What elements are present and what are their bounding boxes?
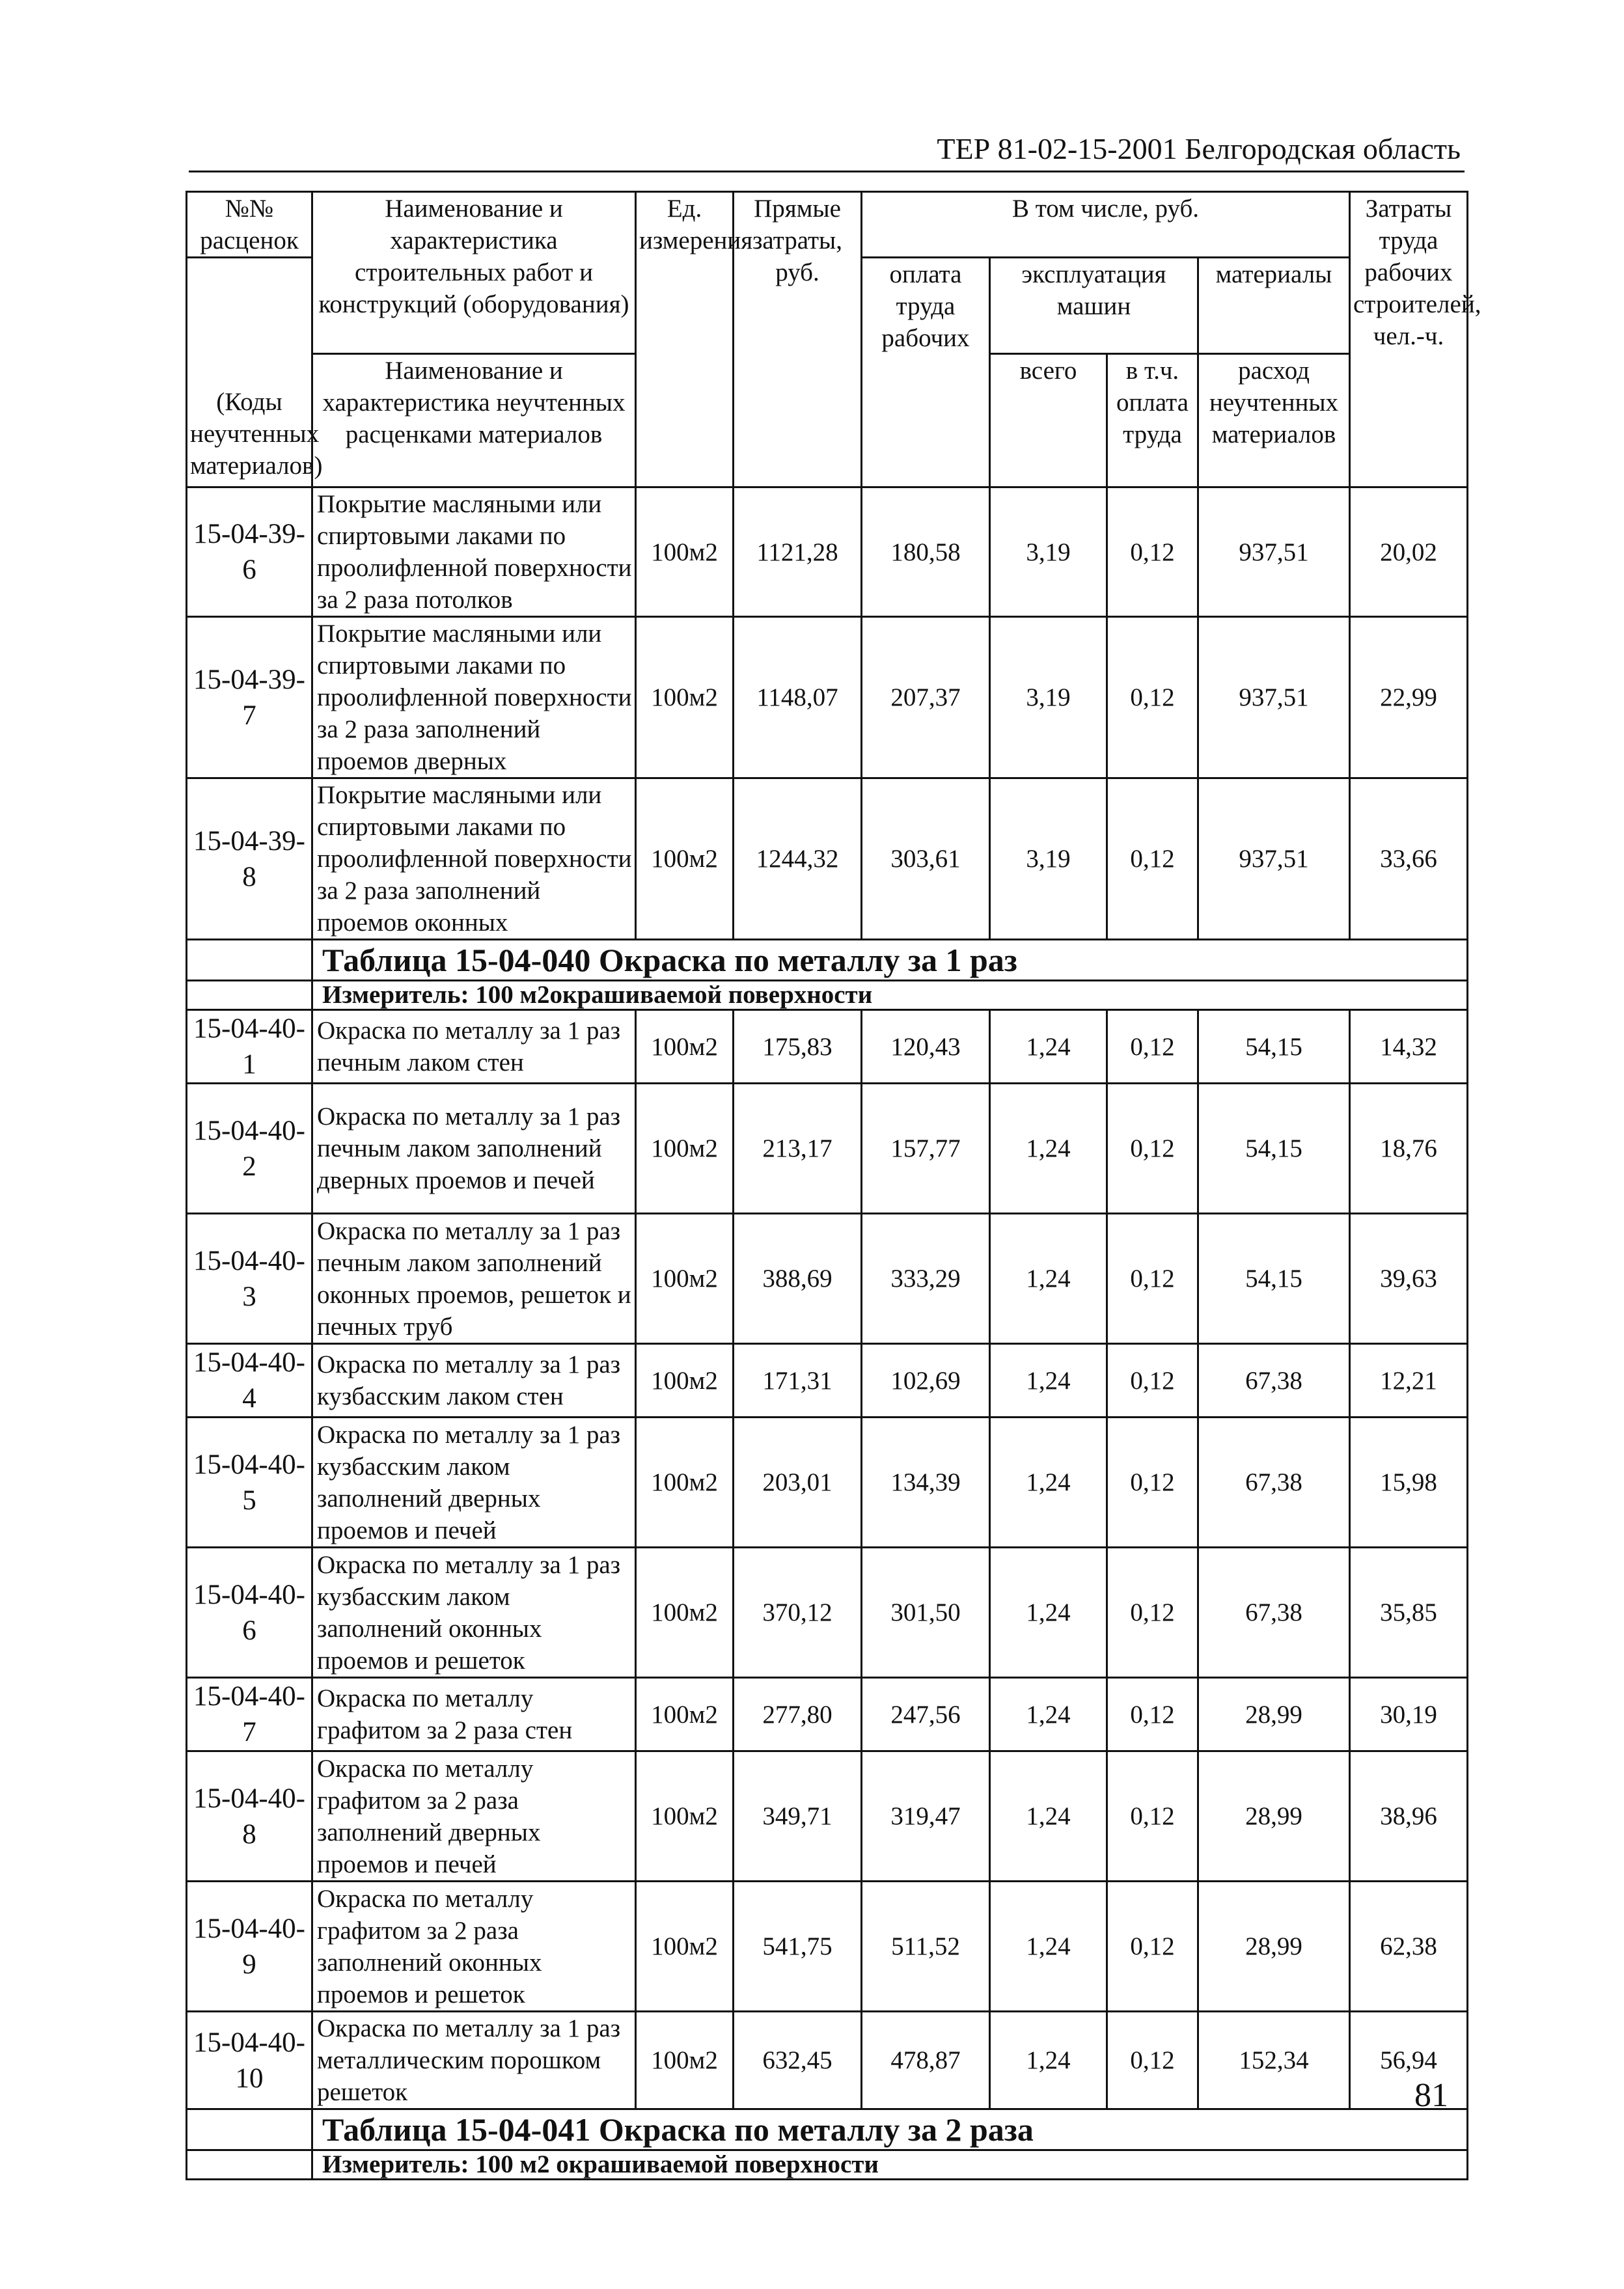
labor-cost: 22,99 xyxy=(1350,617,1468,778)
machines-total: 1,24 xyxy=(990,1882,1107,2012)
wages-cost: 319,47 xyxy=(862,1751,990,1882)
labor-cost: 62,38 xyxy=(1350,1882,1468,2012)
col-code-blank xyxy=(187,258,312,386)
materials-cost: 28,99 xyxy=(1198,1678,1350,1751)
rate-name: Окраска по металлу за 1 раз кузбасским лаком заполнений оконных проемов и решеток xyxy=(312,1548,636,1678)
table-row xyxy=(187,1882,1468,2012)
rate-code: 15-04-40-3 xyxy=(187,1214,312,1344)
direct-cost: 388,69 xyxy=(734,1214,862,1344)
machines-wages: 0,12 xyxy=(1107,1418,1198,1548)
col-mach-total-header: всего xyxy=(990,354,1107,487)
rate-code: 15-04-40-4 xyxy=(187,1344,312,1418)
materials-cost: 28,99 xyxy=(1198,1751,1350,1882)
machines-total: 1,24 xyxy=(990,1751,1107,1882)
wages-cost: 134,39 xyxy=(862,1418,990,1548)
rate-name: Окраска по металлу графитом за 2 раза заполнений дверных проемов и печей xyxy=(312,1751,636,1882)
machines-wages: 0,12 xyxy=(1107,617,1198,778)
header-row-1 xyxy=(187,192,1468,258)
table-row xyxy=(187,2012,1468,2109)
labor-cost: 15,98 xyxy=(1350,1418,1468,1548)
col-materials-sub-header: расход неучтенных материалов xyxy=(1198,354,1350,487)
labor-cost: 18,76 xyxy=(1350,1084,1468,1214)
machines-total: 1,24 xyxy=(990,1214,1107,1344)
materials-cost: 54,15 xyxy=(1198,1084,1350,1214)
machines-total: 1,24 xyxy=(990,1344,1107,1418)
unit-cell: 100м2 xyxy=(636,1751,734,1882)
rate-code: 15-04-40-5 xyxy=(187,1418,312,1548)
table-row xyxy=(187,487,1468,617)
machines-wages: 0,12 xyxy=(1107,1678,1198,1751)
wages-cost: 157,77 xyxy=(862,1084,990,1214)
machines-total: 1,24 xyxy=(990,1084,1107,1214)
machines-wages: 0,12 xyxy=(1107,487,1198,617)
measure-code-blank xyxy=(187,981,312,1010)
table-row xyxy=(187,1010,1468,1084)
labor-cost: 33,66 xyxy=(1350,778,1468,940)
rate-code: 15-04-39-8 xyxy=(187,778,312,940)
machines-wages: 0,12 xyxy=(1107,1214,1198,1344)
machines-wages: 0,12 xyxy=(1107,1548,1198,1678)
rates-table xyxy=(186,191,1481,2180)
unit-cell: 100м2 xyxy=(636,1548,734,1678)
section-code-blank xyxy=(187,940,312,981)
table-row xyxy=(187,778,1468,940)
unit-cell: 100м2 xyxy=(636,487,734,617)
rate-code: 15-04-40-9 xyxy=(187,1882,312,2012)
rate-name: Окраска по металлу за 1 раз металлическим порошком решеток xyxy=(312,2012,636,2109)
materials-cost: 937,51 xyxy=(1198,487,1350,617)
rate-code: 15-04-40-10 xyxy=(187,2012,312,2109)
materials-cost: 28,99 xyxy=(1198,1882,1350,2012)
rate-code: 15-04-40-1 xyxy=(187,1010,312,1084)
rate-name: Покрытие масляными или спиртовыми лаками по проолифленной поверхности за 2 раза заполнений проемов дверных xyxy=(312,617,636,778)
unit-cell: 100м2 xyxy=(636,1882,734,2012)
direct-cost: 541,75 xyxy=(734,1882,862,2012)
machines-total: 1,24 xyxy=(990,1010,1107,1084)
materials-cost: 937,51 xyxy=(1198,617,1350,778)
machines-wages: 0,12 xyxy=(1107,1084,1198,1214)
direct-cost: 349,71 xyxy=(734,1751,862,1882)
col-mach-wages-header: в т.ч. оплата труда xyxy=(1107,354,1198,487)
measure-row xyxy=(187,2150,1468,2180)
rate-code: 15-04-39-7 xyxy=(187,617,312,778)
unit-cell: 100м2 xyxy=(636,778,734,940)
labor-cost: 35,85 xyxy=(1350,1548,1468,1678)
wages-cost: 301,50 xyxy=(862,1548,990,1678)
table-row xyxy=(187,1678,1468,1751)
table-row xyxy=(187,1548,1468,1678)
labor-cost: 12,21 xyxy=(1350,1344,1468,1418)
unit-cell: 100м2 xyxy=(636,1010,734,1084)
machines-total: 1,24 xyxy=(990,1418,1107,1548)
machines-total: 1,24 xyxy=(990,2012,1107,2109)
materials-cost: 67,38 xyxy=(1198,1344,1350,1418)
table-row xyxy=(187,1344,1468,1418)
unit-cell: 100м2 xyxy=(636,1344,734,1418)
machines-wages: 0,12 xyxy=(1107,2012,1198,2109)
col-machines-header: эксплуатация машин xyxy=(990,258,1198,354)
col-unit-header: Ед. измерения xyxy=(636,192,734,487)
wages-cost: 120,43 xyxy=(862,1010,990,1084)
direct-cost: 632,45 xyxy=(734,2012,862,2109)
rate-name: Окраска по металлу графитом за 2 раза заполнений оконных проемов и решеток xyxy=(312,1882,636,2012)
machines-wages: 0,12 xyxy=(1107,778,1198,940)
direct-cost: 370,12 xyxy=(734,1548,862,1678)
wages-cost: 303,61 xyxy=(862,778,990,940)
rate-name: Окраска по металлу за 1 раз кузбасским лаком стен xyxy=(312,1344,636,1418)
wages-cost: 102,69 xyxy=(862,1344,990,1418)
machines-wages: 0,12 xyxy=(1107,1010,1198,1084)
labor-cost: 38,96 xyxy=(1350,1751,1468,1882)
wages-cost: 247,56 xyxy=(862,1678,990,1751)
labor-cost: 39,63 xyxy=(1350,1214,1468,1344)
materials-cost: 67,38 xyxy=(1198,1548,1350,1678)
machines-wages: 0,12 xyxy=(1107,1751,1198,1882)
direct-cost: 1244,32 xyxy=(734,778,862,940)
section-title-row xyxy=(187,940,1468,981)
machines-total: 1,24 xyxy=(990,1548,1107,1678)
unit-cell: 100м2 xyxy=(636,1678,734,1751)
materials-cost: 152,34 xyxy=(1198,2012,1350,2109)
table-040-title: Таблица 15-04-040 Окраска по металлу за 1 раз xyxy=(312,940,1468,981)
direct-cost: 203,01 xyxy=(734,1418,862,1548)
section-code-blank xyxy=(187,2109,312,2150)
machines-wages: 0,12 xyxy=(1107,1344,1198,1418)
wages-cost: 333,29 xyxy=(862,1214,990,1344)
labor-cost: 56,94 xyxy=(1350,2012,1468,2109)
table-row xyxy=(187,617,1468,778)
col-wages-header: оплата труда рабочих xyxy=(862,258,990,487)
unit-cell: 100м2 xyxy=(636,1214,734,1344)
direct-cost: 1121,28 xyxy=(734,487,862,617)
wages-cost: 207,37 xyxy=(862,617,990,778)
page-number: 81 xyxy=(1414,2077,1448,2114)
col-labor-header: Затраты труда рабочих строителей, чел.-ч. xyxy=(1350,192,1468,487)
materials-cost: 67,38 xyxy=(1198,1418,1350,1548)
labor-cost: 30,19 xyxy=(1350,1678,1468,1751)
rate-code: 15-04-40-8 xyxy=(187,1751,312,1882)
machines-total: 3,19 xyxy=(990,617,1107,778)
wages-cost: 180,58 xyxy=(862,487,990,617)
machines-wages: 0,12 xyxy=(1107,1882,1198,2012)
rate-code: 15-04-40-2 xyxy=(187,1084,312,1214)
section-title-row xyxy=(187,2109,1468,2150)
rate-name: Окраска по металлу графитом за 2 раза стен xyxy=(312,1678,636,1751)
table-row xyxy=(187,1214,1468,1344)
table-041-title: Таблица 15-04-041 Окраска по металлу за 2 раза xyxy=(312,2109,1468,2150)
rate-code: 15-04-40-7 xyxy=(187,1678,312,1751)
unit-cell: 100м2 xyxy=(636,2012,734,2109)
rate-code: 15-04-39-6 xyxy=(187,487,312,617)
measure-code-blank xyxy=(187,2150,312,2180)
materials-cost: 54,15 xyxy=(1198,1010,1350,1084)
table-041-measure: Измеритель: 100 м2 окрашиваемой поверхности xyxy=(312,2150,1468,2180)
col-code-sub-header: (Коды неучтенных материалов) xyxy=(187,386,312,487)
col-name-sub-header: Наименование и характеристика неучтенных расценками материалов xyxy=(312,354,636,487)
wages-cost: 478,87 xyxy=(862,2012,990,2109)
materials-cost: 937,51 xyxy=(1198,778,1350,940)
col-code-header: №№ расценок xyxy=(187,192,312,258)
direct-cost: 213,17 xyxy=(734,1084,862,1214)
rate-name: Покрытие масляными или спиртовыми лаками по проолифленной поверхности за 2 раза потолков xyxy=(312,487,636,617)
unit-cell: 100м2 xyxy=(636,1418,734,1548)
rate-name: Окраска по металлу за 1 раз кузбасским лаком заполнений дверных проемов и печей xyxy=(312,1418,636,1548)
col-direct-header: Прямые затраты, руб. xyxy=(734,192,862,487)
unit-cell: 100м2 xyxy=(636,1084,734,1214)
col-name-header: Наименование и характеристика строительных работ и конструкций (оборудования) xyxy=(312,192,636,354)
table-row xyxy=(187,1418,1468,1548)
table-row xyxy=(187,1751,1468,1882)
direct-cost: 1148,07 xyxy=(734,617,862,778)
col-materials-header: материалы xyxy=(1198,258,1350,354)
col-incl-header: В том числе, руб. xyxy=(862,192,1350,258)
unit-cell: 100м2 xyxy=(636,617,734,778)
rate-code: 15-04-40-6 xyxy=(187,1548,312,1678)
machines-total: 3,19 xyxy=(990,778,1107,940)
rate-name: Окраска по металлу за 1 раз печным лаком заполнений оконных проемов, решеток и печных труб xyxy=(312,1214,636,1344)
running-header xyxy=(189,125,1465,172)
measure-row xyxy=(187,981,1468,1010)
table-040-measure: Измеритель: 100 м2окрашиваемой поверхности xyxy=(312,981,1468,1010)
wages-cost: 511,52 xyxy=(862,1882,990,2012)
direct-cost: 171,31 xyxy=(734,1344,862,1418)
header-title: ТЕР 81-02-15-2001 Белгородская область xyxy=(937,132,1461,165)
table-row xyxy=(187,1084,1468,1214)
machines-total: 1,24 xyxy=(990,1678,1107,1751)
direct-cost: 277,80 xyxy=(734,1678,862,1751)
direct-cost: 175,83 xyxy=(734,1010,862,1084)
labor-cost: 14,32 xyxy=(1350,1010,1468,1084)
rate-name: Покрытие масляными или спиртовыми лаками по проолифленной поверхности за 2 раза заполнений проемов оконных xyxy=(312,778,636,940)
rate-name: Окраска по металлу за 1 раз печным лаком заполнений дверных проемов и печей xyxy=(312,1084,636,1214)
labor-cost: 20,02 xyxy=(1350,487,1468,617)
rate-name: Окраска по металлу за 1 раз печным лаком стен xyxy=(312,1010,636,1084)
machines-total: 3,19 xyxy=(990,487,1107,617)
materials-cost: 54,15 xyxy=(1198,1214,1350,1344)
